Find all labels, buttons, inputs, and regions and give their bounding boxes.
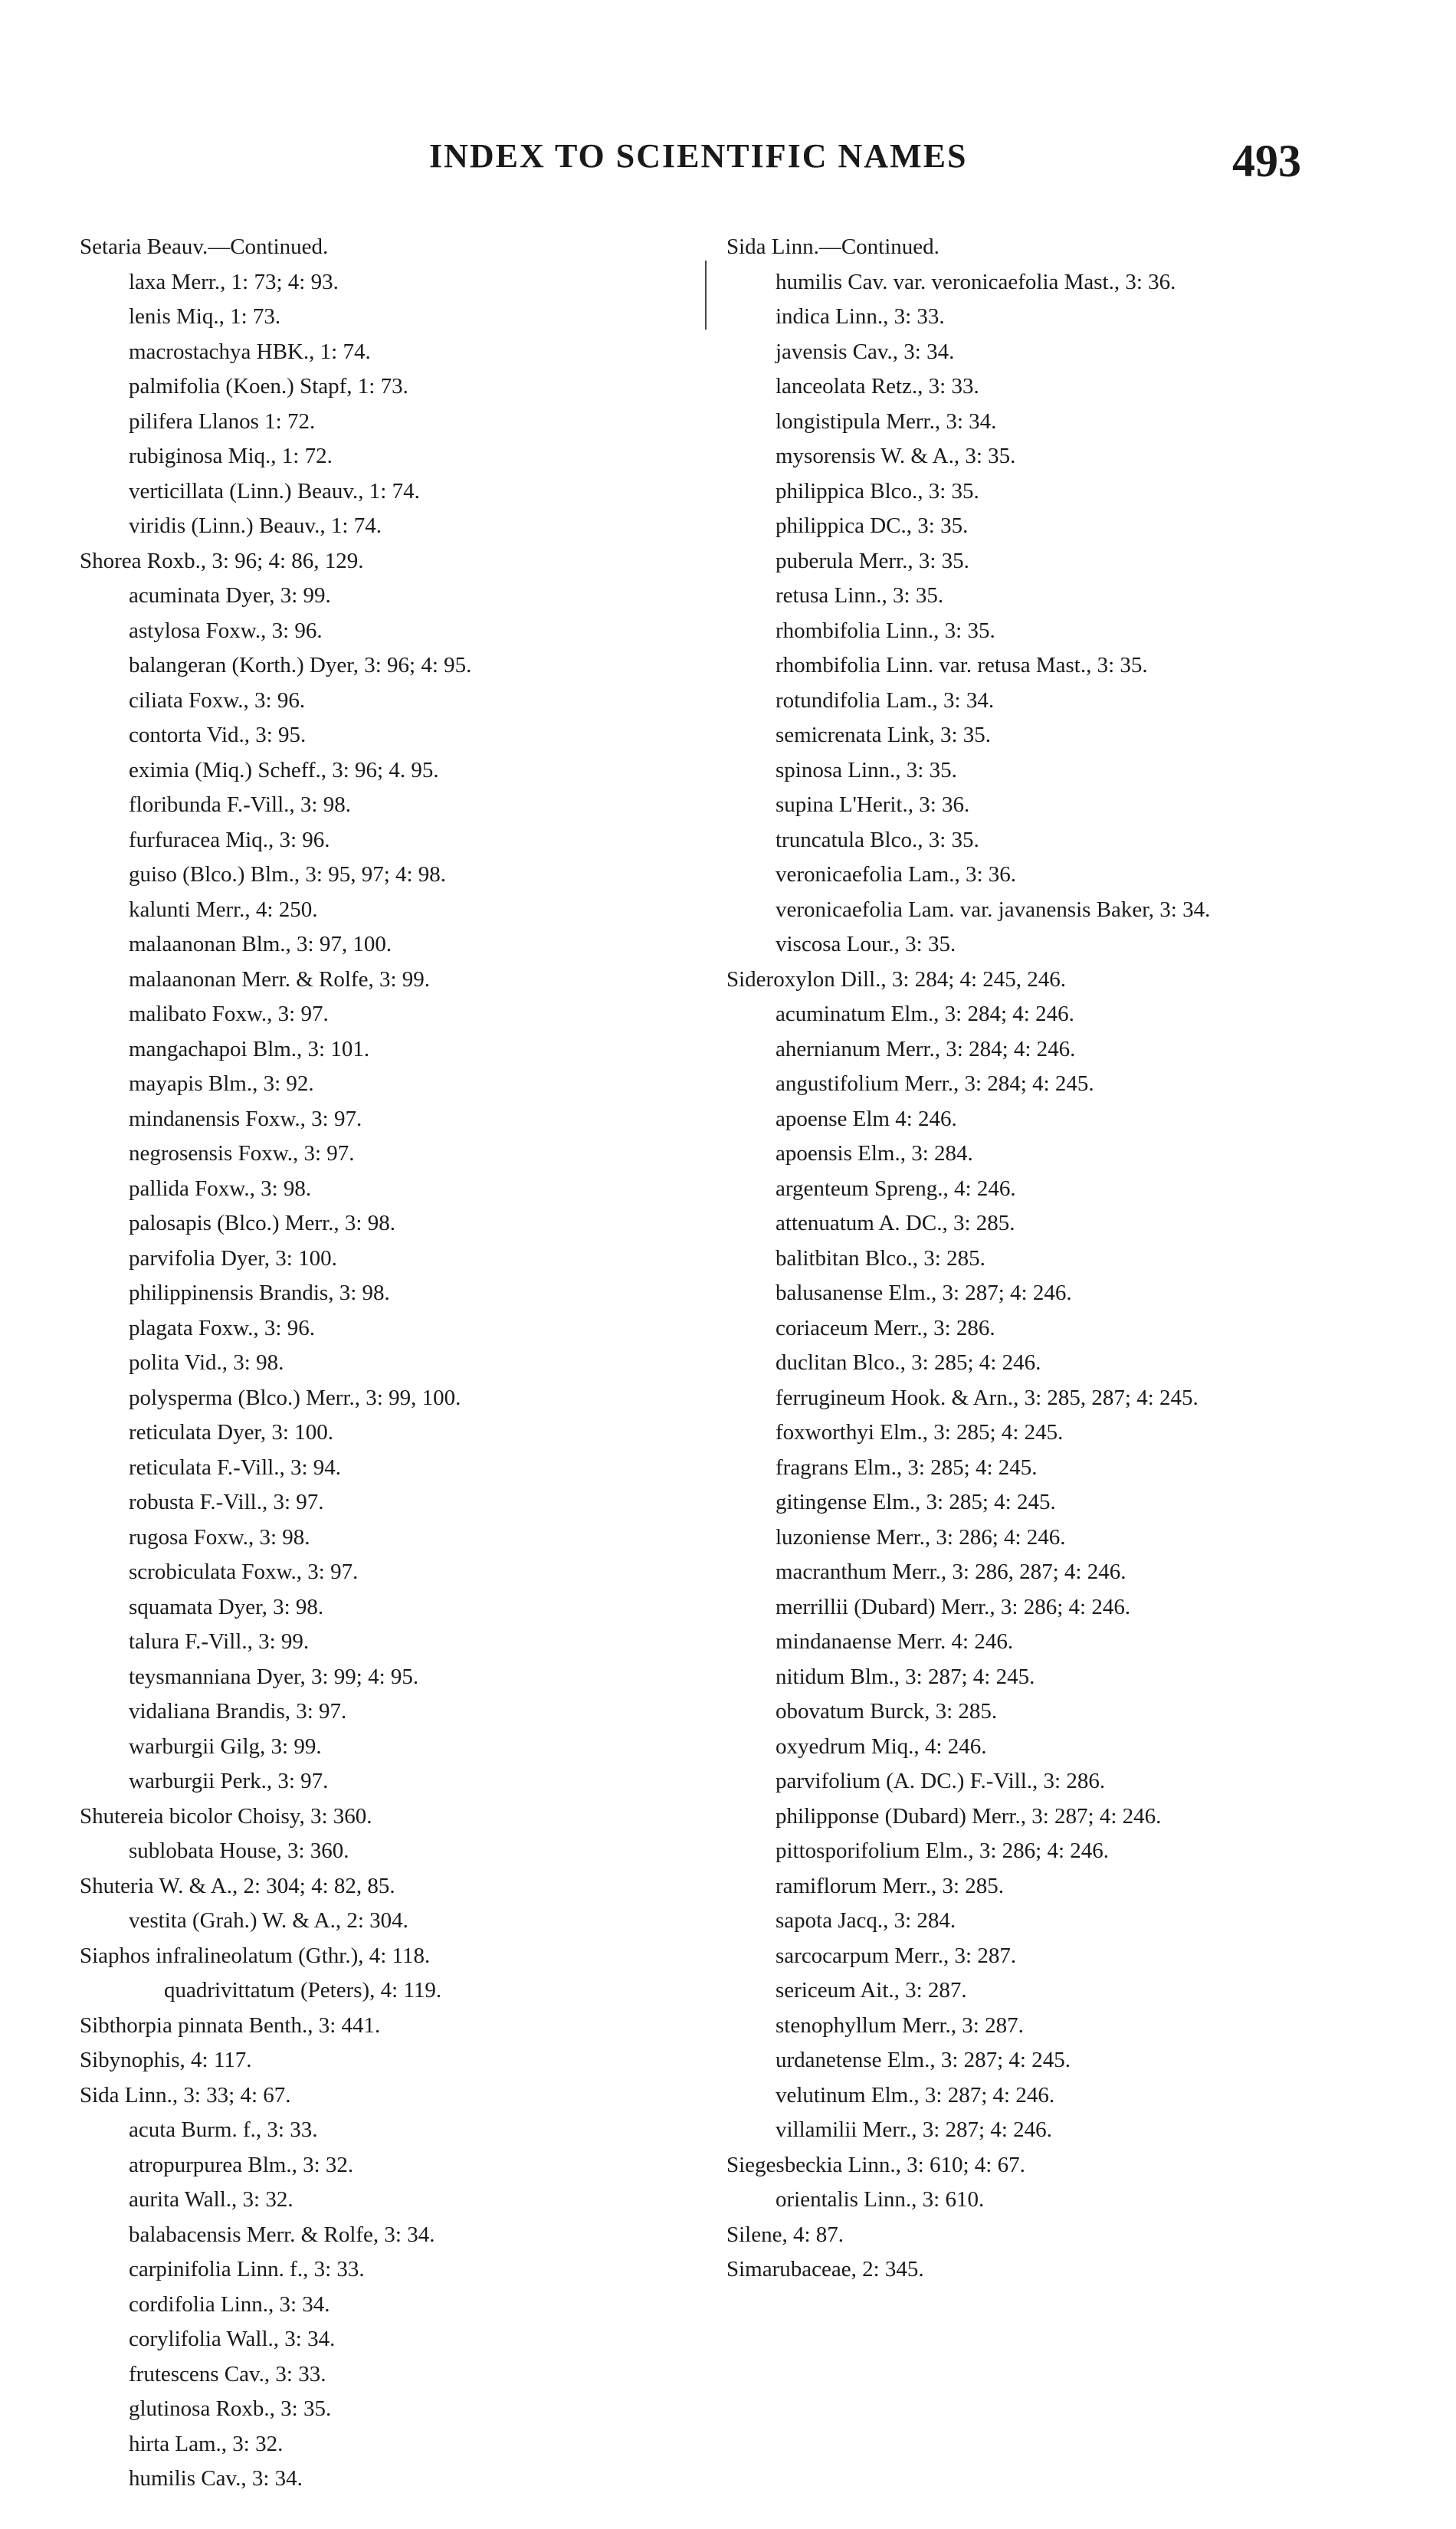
index-subentry: talura F.-Vill., 3: 99. [129, 1629, 310, 1654]
index-subentry: palmifolia (Koen.) Stapf, 1: 73. [129, 374, 408, 399]
index-subentry: corylifolia Wall., 3: 34. [129, 2327, 336, 2351]
page-header [0, 136, 1456, 190]
index-subentry: robusta F.-Vill., 3: 97. [129, 1490, 324, 1514]
index-subentry: macrostachya HBK., 1: 74. [129, 339, 371, 364]
index-subentry: acuminata Dyer, 3: 99. [129, 583, 331, 608]
index-heading-entry: Sida Linn.—Continued. [726, 235, 940, 259]
index-subentry: polysperma (Blco.) Merr., 3: 99, 100. [129, 1385, 461, 1410]
index-subentry: philippinensis Brandis, 3: 98. [129, 1281, 390, 1305]
index-subentry: mayapis Blm., 3: 92. [129, 1071, 314, 1096]
index-subentry: reticulata Dyer, 3: 100. [129, 1420, 333, 1445]
index-heading-entry: Shutereia bicolor Choisy, 3: 360. [80, 1803, 372, 1829]
index-subentry: glutinosa Roxb., 3: 35. [129, 2396, 332, 2421]
index-subentry: atropurpurea Blm., 3: 32. [129, 2152, 354, 2177]
index-subentry: fragrans Elm., 3: 285; 4: 245. [776, 1455, 1038, 1480]
index-subentry: macranthum Merr., 3: 286, 287; 4: 246. [776, 1560, 1126, 1584]
index-subentry: longistipula Merr., 3: 34. [776, 408, 997, 434]
running-title: INDEX TO SCIENTIFIC NAMES [429, 137, 968, 175]
index-subentry: rubiginosa Miq., 1: 72. [129, 444, 333, 468]
index-subentry: guiso (Blco.) Blm., 3: 95, 97; 4: 98. [129, 862, 447, 887]
index-subentry: mangachapoi Blm., 3: 101. [129, 1036, 370, 1061]
index-subentry: rotundifolia Lam., 3: 34. [776, 687, 995, 713]
index-subentry: viscosa Lour., 3: 35. [776, 932, 956, 956]
index-subentry: humilis Cav. var. veronicaefolia Mast., 3: 36. [776, 269, 1176, 294]
index-subentry: sarcocarpum Merr., 3: 287. [776, 1943, 1017, 1968]
index-subentry: aurita Wall., 3: 32. [129, 2187, 293, 2212]
index-subentry: malibato Foxw., 3: 97. [129, 1002, 329, 1026]
index-subentry: pallida Foxw., 3: 98. [129, 1176, 312, 1201]
index-subentry: mindanaense Merr. 4: 246. [776, 1629, 1014, 1654]
index-subentry: philippica Blco., 3: 35. [776, 478, 979, 504]
index-subentry: supina L'Herit., 3: 36. [776, 792, 970, 817]
index-subentry: rhombifolia Linn., 3: 35. [776, 618, 995, 643]
index-subentry: villamilii Merr., 3: 287; 4: 246. [776, 2117, 1052, 2142]
index-subentry: parvifolium (A. DC.) F.-Vill., 3: 286. [776, 1769, 1106, 1793]
index-subentry: philipponse (Dubard) Merr., 3: 287; 4: 246. [776, 1803, 1162, 1829]
index-subentry: javensis Cav., 3: 34. [776, 339, 955, 364]
index-subentry: ahernianum Merr., 3: 284; 4: 246. [776, 1036, 1076, 1061]
index-subentry: plagata Foxw., 3: 96. [129, 1315, 315, 1340]
index-subentry: warburgii Perk., 3: 97. [129, 1769, 329, 1793]
index-heading-entry: Siaphos infralineolatum (Gthr.), 4: 118. [80, 1943, 431, 1968]
index-subentry: lanceolata Retz., 3: 33. [776, 374, 979, 399]
index-subentry: velutinum Elm., 3: 287; 4: 246. [776, 2082, 1055, 2108]
index-subentry: retusa Linn., 3: 35. [776, 583, 944, 608]
left-column [80, 230, 693, 2497]
index-subentry: negrosensis Foxw., 3: 97. [129, 1141, 355, 1166]
index-subentry: malaanonan Merr. & Rolfe, 3: 99. [129, 966, 431, 992]
index-subentry: contorta Vid., 3: 95. [129, 723, 307, 747]
index-subentry: rugosa Foxw., 3: 98. [129, 1524, 310, 1550]
index-heading-entry: Setaria Beauv.—Continued. [80, 235, 329, 259]
index-subentry: balusanense Elm., 3: 287; 4: 246. [776, 1281, 1072, 1305]
index-subentry: luzoniense Merr., 3: 286; 4: 246. [776, 1524, 1066, 1550]
index-subentry: spinosa Linn., 3: 35. [776, 757, 957, 782]
index-subentry: reticulata F.-Vill., 3: 94. [129, 1455, 342, 1480]
index-subentry: humilis Cav., 3: 34. [129, 2466, 303, 2491]
index-subentry: palosapis (Blco.) Merr., 3: 98. [129, 1211, 395, 1235]
index-subentry: acuta Burm. f., 3: 33. [129, 2117, 318, 2142]
index-subentry: truncatula Blco., 3: 35. [776, 827, 979, 852]
index-subentry: kalunti Merr., 4: 250. [129, 897, 318, 922]
index-subentry: astylosa Foxw., 3: 96. [129, 618, 323, 643]
index-subentry: pilifera Llanos 1: 72. [129, 408, 316, 434]
index-heading-entry: Silene, 4: 87. [726, 2222, 844, 2247]
index-subentry: malaanonan Blm., 3: 97, 100. [129, 932, 392, 956]
index-subentry: mysorensis W. & A., 3: 35. [776, 444, 1016, 468]
index-subentry: foxworthyi Elm., 3: 285; 4: 245. [776, 1420, 1064, 1445]
index-subentry: philippica DC., 3: 35. [776, 513, 969, 538]
index-subentry: ferrugineum Hook. & Arn., 3: 285, 287; 4: 245. [776, 1385, 1199, 1410]
index-subentry: apoensis Elm., 3: 284. [776, 1141, 973, 1166]
index-subentry: hirta Lam., 3: 32. [129, 2431, 284, 2456]
index-subentry: vidaliana Brandis, 3: 97. [129, 1699, 347, 1724]
index-subentry: nitidum Blm., 3: 287; 4: 245. [776, 1664, 1035, 1689]
index-subentry: veronicaefolia Lam., 3: 36. [776, 862, 1017, 887]
index-heading-entry: Shuteria W. & A., 2: 304; 4: 82, 85. [80, 1873, 395, 1898]
index-heading-entry: Sibthorpia pinnata Benth., 3: 441. [80, 2012, 381, 2038]
index-subentry: warburgii Gilg, 3: 99. [129, 1734, 322, 1759]
index-subentry: carpinifolia Linn. f., 3: 33. [129, 2257, 365, 2281]
index-subentry: pittosporifolium Elm., 3: 286; 4: 246. [776, 1839, 1109, 1863]
column-rule [705, 261, 707, 330]
index-subentry: balabacensis Merr. & Rolfe, 3: 34. [129, 2222, 435, 2247]
index-subentry: balangeran (Korth.) Dyer, 3: 96; 4: 95. [129, 653, 472, 677]
index-subentry: quadrivittatum (Peters), 4: 119. [164, 1978, 442, 2003]
index-subentry: puberula Merr., 3: 35. [776, 548, 969, 573]
index-subentry: viridis (Linn.) Beauv., 1: 74. [129, 513, 382, 538]
index-subentry: sapota Jacq., 3: 284. [776, 1908, 956, 1933]
index-subentry: ramiflorum Merr., 3: 285. [776, 1873, 1005, 1898]
index-subentry: orientalis Linn., 3: 610. [776, 2187, 985, 2212]
index-subentry: argenteum Spreng., 4: 246. [776, 1176, 1016, 1201]
right-column [726, 230, 1332, 2288]
index-heading-entry: Sibynophis, 4: 117. [80, 2048, 252, 2072]
index-subentry: lenis Miq., 1: 73. [129, 304, 281, 329]
index-subentry: gitingense Elm., 3: 285; 4: 245. [776, 1490, 1056, 1514]
index-subentry: ciliata Foxw., 3: 96. [129, 687, 306, 713]
index-subentry: cordifolia Linn., 3: 34. [129, 2291, 330, 2317]
index-subentry: eximia (Miq.) Scheff., 3: 96; 4. 95. [129, 757, 439, 782]
index-subentry: rhombifolia Linn. var. retusa Mast., 3: 35. [776, 653, 1148, 677]
index-subentry: squamata Dyer, 3: 98. [129, 1594, 324, 1619]
index-subentry: duclitan Blco., 3: 285; 4: 246. [776, 1350, 1041, 1375]
index-subentry: mindanensis Foxw., 3: 97. [129, 1106, 362, 1131]
index-subentry: verticillata (Linn.) Beauv., 1: 74. [129, 478, 420, 504]
index-subentry: scrobiculata Foxw., 3: 97. [129, 1560, 359, 1584]
index-subentry: oxyedrum Miq., 4: 246. [776, 1734, 987, 1759]
index-subentry: apoense Elm 4: 246. [776, 1106, 957, 1131]
index-subentry: parvifolia Dyer, 3: 100. [129, 1245, 337, 1271]
index-subentry: polita Vid., 3: 98. [129, 1350, 284, 1375]
index-heading-entry: Sida Linn., 3: 33; 4: 67. [80, 2082, 291, 2108]
index-subentry: stenophyllum Merr., 3: 287. [776, 2012, 1024, 2038]
index-subentry: semicrenata Link, 3: 35. [776, 723, 992, 747]
index-subentry: attenuatum A. DC., 3: 285. [776, 1211, 1015, 1235]
index-heading-entry: Sideroxylon Dill., 3: 284; 4: 245, 246. [726, 966, 1067, 992]
page-number: 493 [1232, 136, 1301, 186]
index-subentry: veronicaefolia Lam. var. javanensis Baker, 3: 34. [776, 897, 1211, 922]
index-subentry: laxa Merr., 1: 73; 4: 93. [129, 269, 339, 294]
index-subentry: sericeum Ait., 3: 287. [776, 1978, 967, 2003]
index-subentry: vestita (Grah.) W. & A., 2: 304. [129, 1908, 408, 1933]
index-subentry: urdanetense Elm., 3: 287; 4: 245. [776, 2048, 1071, 2072]
index-subentry: frutescens Cav., 3: 33. [129, 2361, 326, 2386]
index-subentry: coriaceum Merr., 3: 286. [776, 1315, 995, 1340]
index-subentry: balitbitan Blco., 3: 285. [776, 1245, 985, 1271]
index-subentry: acuminatum Elm., 3: 284; 4: 246. [776, 1002, 1074, 1026]
index-heading-entry: Shorea Roxb., 3: 96; 4: 86, 129. [80, 548, 364, 573]
index-subentry: sublobata House, 3: 360. [129, 1839, 349, 1863]
index-subentry: merrillii (Dubard) Merr., 3: 286; 4: 246. [776, 1594, 1131, 1619]
index-heading-entry: Siegesbeckia Linn., 3: 610; 4: 67. [726, 2152, 1025, 2177]
index-heading-entry: Simarubaceae, 2: 345. [726, 2257, 924, 2281]
index-subentry: indica Linn., 3: 33. [776, 304, 945, 329]
index-subentry: furfuracea Miq., 3: 96. [129, 827, 330, 852]
index-subentry: obovatum Burck, 3: 285. [776, 1699, 998, 1724]
index-subentry: teysmanniana Dyer, 3: 99; 4: 95. [129, 1664, 419, 1689]
index-subentry: angustifolium Merr., 3: 284; 4: 245. [776, 1071, 1094, 1096]
index-subentry: floribunda F.-Vill., 3: 98. [129, 792, 351, 817]
